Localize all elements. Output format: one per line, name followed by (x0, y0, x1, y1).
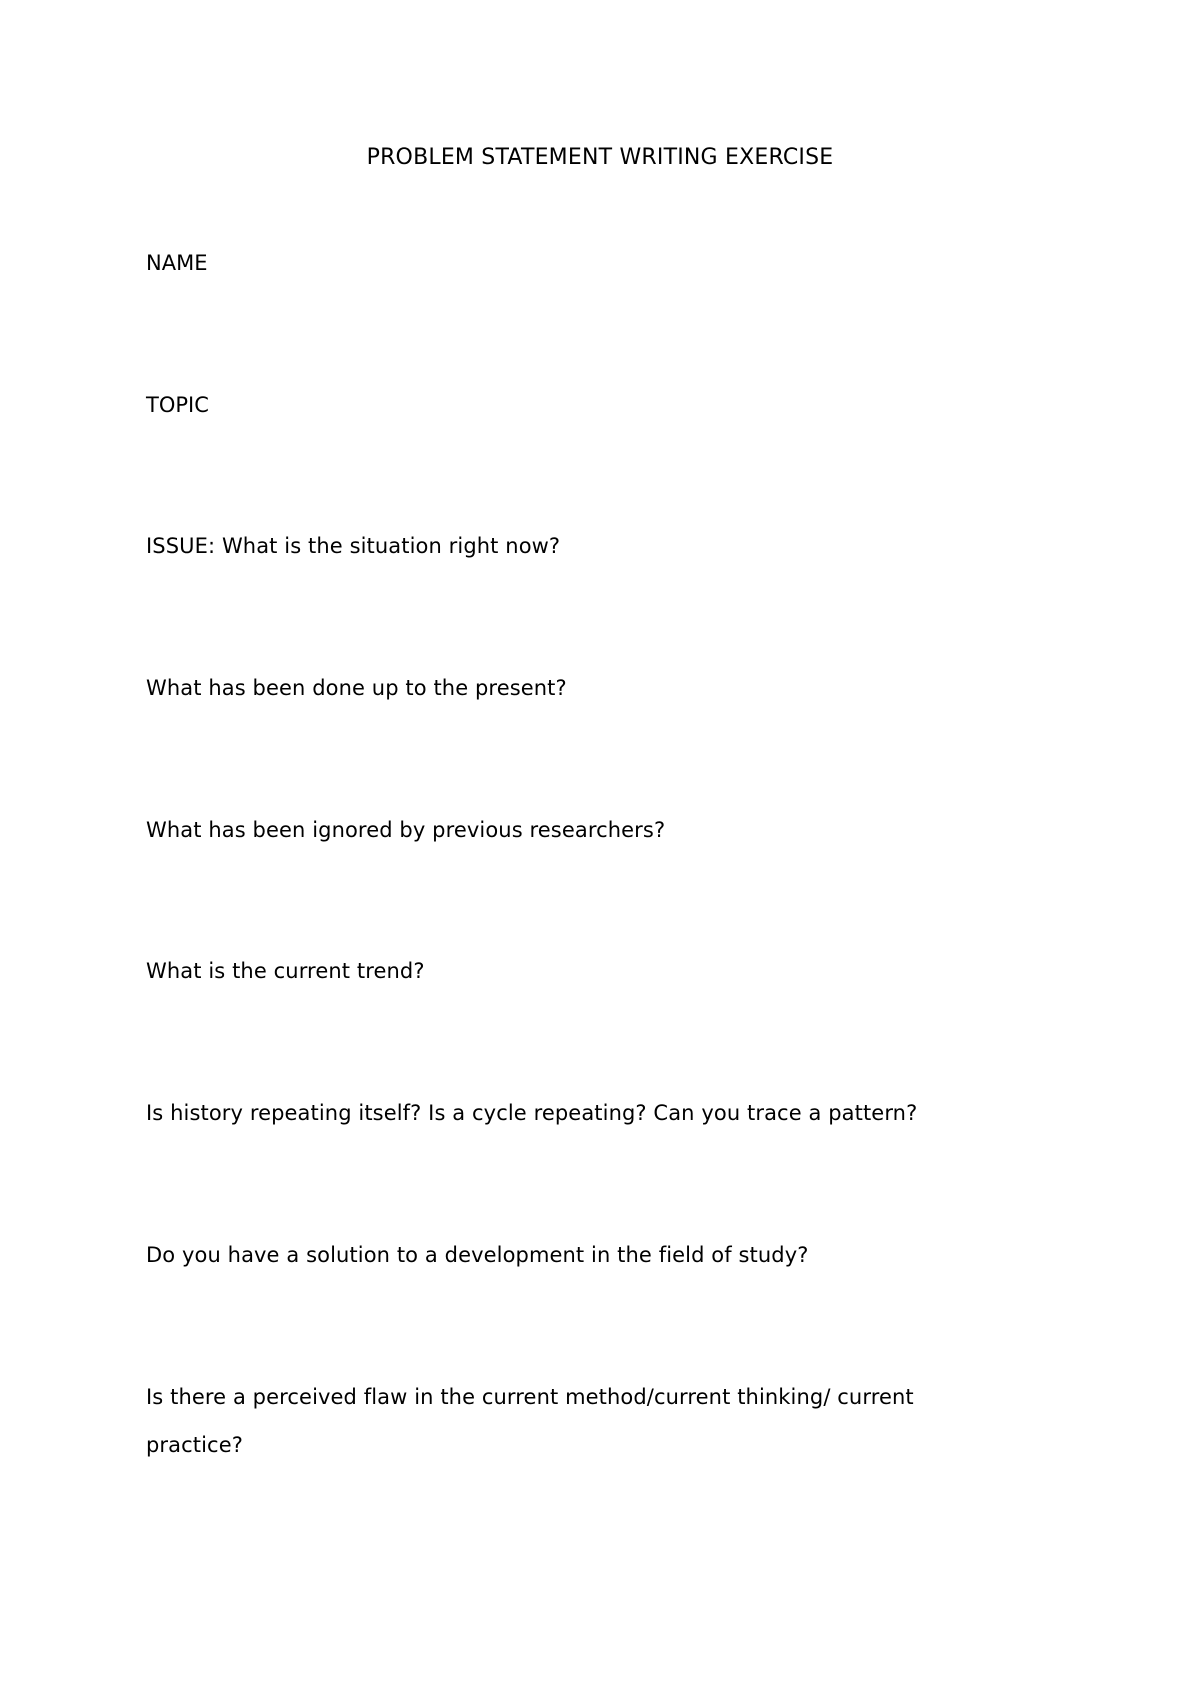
question-history-pattern: Is history repeating itself? Is a cycle repeating? Can you trace a pattern? (146, 1101, 918, 1125)
question-done-so-far: What has been done up to the present? (146, 676, 567, 700)
question-issue: ISSUE: What is the situation right now? (146, 534, 561, 558)
document-title: PROBLEM STATEMENT WRITING EXERCISE (366, 145, 834, 170)
question-solution: Do you have a solution to a development in the field of study? (146, 1243, 809, 1267)
name-label: NAME (146, 251, 208, 275)
question-perceived-flaw: Is there a perceived flaw in the current method/current thinking/ current practice? (146, 1385, 914, 1457)
topic-label: TOPIC (146, 393, 209, 417)
question-ignored: What has been ignored by previous researchers? (146, 818, 666, 842)
question-current-trend: What is the current trend? (146, 959, 425, 983)
